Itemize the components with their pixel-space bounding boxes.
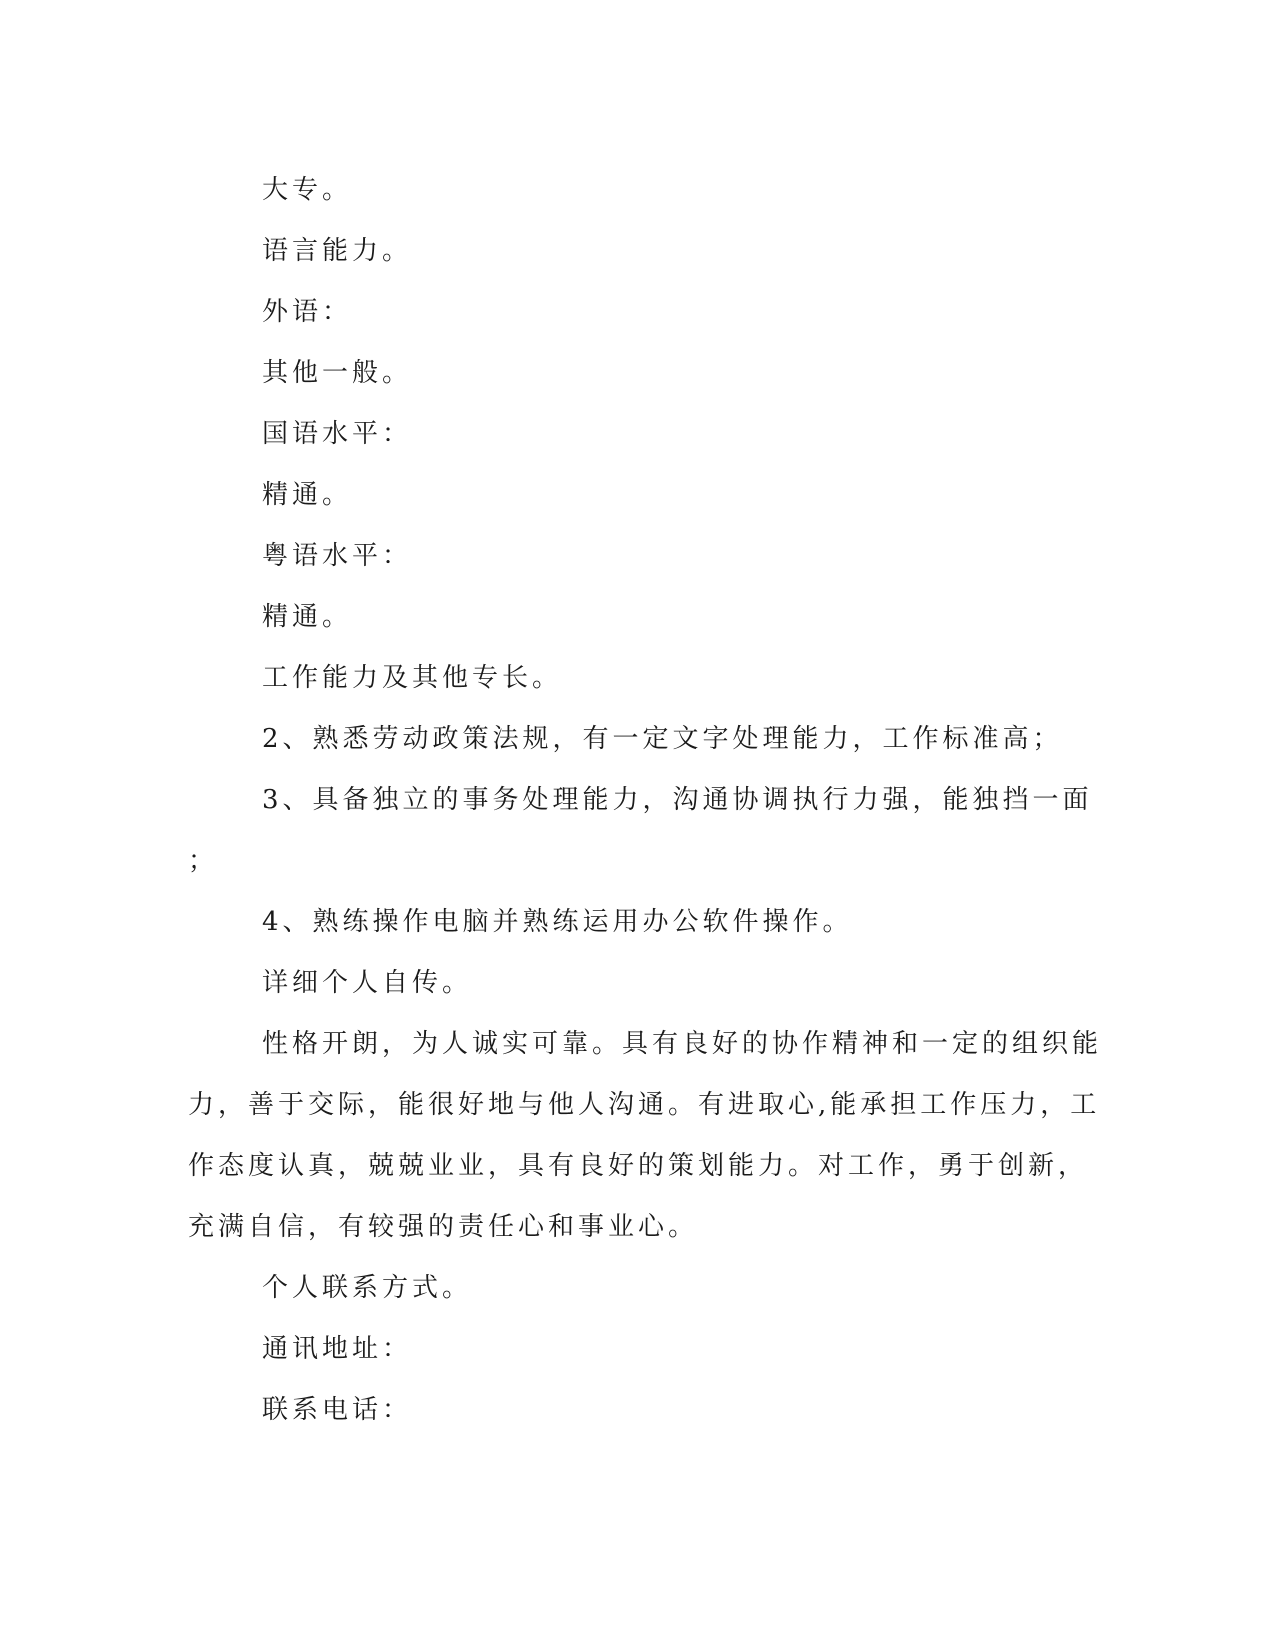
phone-label: 联系电话： — [262, 1395, 413, 1425]
document-body — [188, 160, 1103, 1441]
contact-heading: 个人联系方式。 — [262, 1273, 473, 1303]
autobiography-line-1: 性格开朗，为人诚实可靠。具有良好的协作精神和一定的组织能 — [262, 1029, 1103, 1059]
autobiography-line-4: 充满自信，有较强的责任心和事业心。 — [188, 1212, 699, 1242]
foreign-language-value: 其他一般。 — [262, 358, 413, 388]
cantonese-level-value: 精通。 — [262, 602, 353, 632]
foreign-language-label: 外语： — [262, 297, 353, 327]
autobiography-line-2: 力，善于交际，能很好地与他人沟通。有进取心,能承担工作压力，工 — [188, 1090, 1101, 1120]
autobiography-line-3: 作态度认真，兢兢业业，具有良好的策划能力。对工作，勇于创新， — [188, 1151, 1089, 1181]
mandarin-level-value: 精通。 — [262, 480, 353, 510]
skill-item-4: 4、熟练操作电脑并熟练运用办公软件操作。 — [262, 907, 853, 937]
cantonese-level-label: 粤语水平： — [262, 541, 413, 571]
skills-heading: 工作能力及其他专长。 — [262, 663, 563, 693]
skill-item-2: 2、熟悉劳动政策法规，有一定文字处理能力，工作标准高； — [262, 724, 1063, 754]
language-ability-heading: 语言能力。 — [262, 236, 413, 266]
education-value: 大专。 — [262, 175, 353, 205]
autobiography-heading: 详细个人自传。 — [262, 968, 473, 998]
mandarin-level-label: 国语水平： — [262, 419, 413, 449]
skill-item-3: 3、具备独立的事务处理能力，沟通协调执行力强，能独挡一面 — [262, 785, 1093, 815]
mailing-address-label: 通讯地址： — [262, 1334, 413, 1364]
skill-item-3-continuation: ； — [188, 846, 219, 876]
